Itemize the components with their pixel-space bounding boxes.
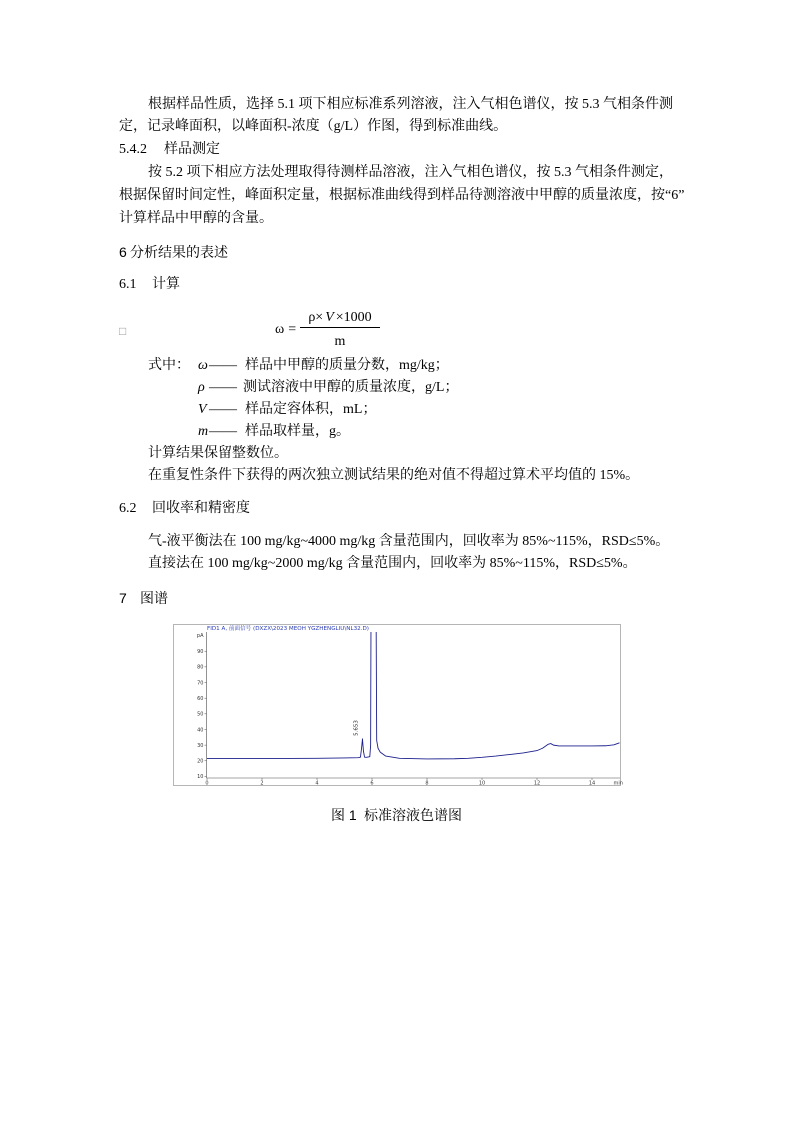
variable-dash: —— [209,380,237,395]
note-line: 计算结果保留整数位。 [148,446,288,461]
x-tick-label: 6 [370,780,374,787]
paragraph-line: 根据样品性质，选择 5.1 项下相应标准系列溶液，注入气相色谱仪，按 5.3 气相条件测 [148,97,673,112]
chapter-title: 图谱 [140,590,168,606]
variable-dash: —— [209,358,237,373]
x-tick-label: 14 [588,780,596,787]
x-tick-label: 10 [478,780,486,787]
section-number: 6.2 [119,501,137,516]
x-tick-label: 8 [425,780,429,787]
y-tick-label: 10 [197,774,204,781]
y-tick-label: 20 [197,758,204,765]
variable-dash: —— [209,424,237,439]
formula-numerator [300,309,380,328]
formula-fraction [300,309,380,351]
paragraph-line: 气-液平衡法在 100 mg/kg~4000 mg/kg 含量范围内，回收率为 85%~115%，RSD≤5%。 [148,534,670,549]
paragraph-line: 计算样品中甲醇的含量。 [119,211,273,226]
x-tick-label: 4 [315,780,319,787]
numerator-volume: V [325,310,334,325]
paragraph-line: 直接法在 100 mg/kg~2000 mg/kg 含量范围内，回收率为 85%~115%，RSD≤5%。 [148,556,637,571]
variable-description: 测试溶液中甲醇的质量浓度，g/L； [243,380,459,395]
y-tick-label: 80 [197,664,204,671]
x-tick-label: 2 [260,780,264,787]
variable-description: 样品定容体积，mL； [245,402,377,417]
section-title: 回收率和精密度 [152,501,250,516]
section-number: 5.4.2 [119,142,147,157]
variable-symbol: m [198,424,209,439]
where-label: 式中： [148,358,190,373]
x-tick-label: 12 [533,780,541,787]
formula-equals: = [288,322,297,337]
formula-lhs [275,321,296,339]
variable-symbol: ω [198,358,208,373]
x-tick-label: 0 [205,780,209,787]
y-tick-label: 30 [197,742,204,749]
chromatogram-figure [173,624,621,786]
chart-title: FID1 A, 前面信号 (DXZX\2023 MEOH YGZHENGLIU\NL32.D) [207,626,369,632]
numerator-times-1000: ×1000 [335,310,372,325]
paragraph-line: 定，记录峰面积，以峰面积-浓度（g/L）作图，得到标准曲线。 [119,119,508,134]
variable-description: 样品中甲醇的质量分数，mg/kg； [245,358,449,373]
chapter-number: 6 [119,244,127,260]
formula-denominator: m [334,334,346,349]
chapter-title: 分析结果的表述 [130,244,228,260]
y-tick-label: 40 [197,727,204,734]
y-tick-label: 70 [197,680,204,687]
y-tick-label: 60 [197,695,204,702]
section-number: 6.1 [119,277,137,292]
figure-label: 图 1 [331,807,357,823]
section-title: 计算 [152,277,180,292]
figure-caption: 标准溶液色谱图 [364,807,462,823]
variable-description: 样品取样量，g。 [245,424,350,439]
formula-omega: ω [275,322,285,337]
paragraph-line: 根据保留时间定性，峰面积定量，根据标准曲线得到样品待测溶液中甲醇的质量浓度，按“6” [119,188,685,203]
variable-symbol: V [198,402,207,417]
variable-dash: —— [209,402,237,417]
chapter-number: 7 [119,590,127,606]
y-tick-label: 90 [197,649,204,656]
numerator-rho-times: ρ× [308,310,324,325]
formula-number-placeholder: □ [119,324,127,338]
y-axis-unit-label: pA [196,633,204,639]
note-line: 在重复性条件下获得的两次独立测试结果的绝对值不得超过算术平均值的 15%。 [148,468,640,483]
chromatogram-chart [173,624,621,786]
y-tick-label: 50 [197,711,204,718]
x-axis-unit-label: min [613,780,623,787]
figure-frame [174,625,621,786]
section-title: 样品测定 [164,142,220,157]
variable-symbol: ρ [198,380,205,395]
paragraph-line: 按 5.2 项下相应方法处理取得待测样品溶液，注入气相色谱仪，按 5.3 气相条件测定， [148,165,673,180]
peak-label: 5.653 [353,720,360,736]
